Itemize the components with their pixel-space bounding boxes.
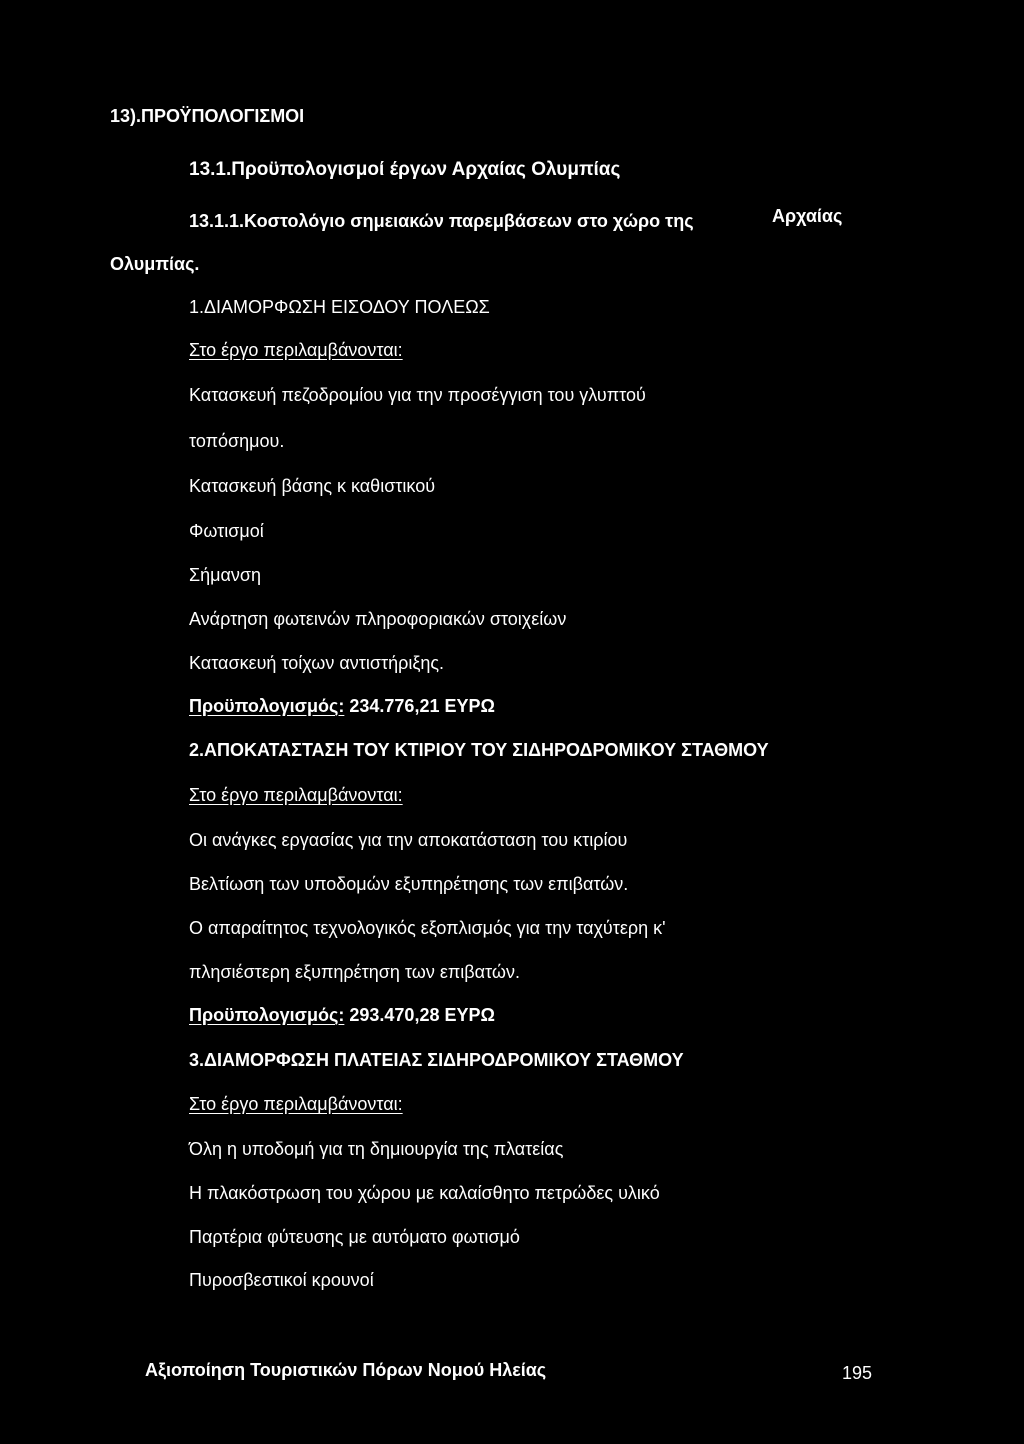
section-2-budget <box>189 1006 495 1024</box>
section-2-line: Ο απαραίτητος τεχνολογικός εξοπλισμός για την ταχύτερη κ' <box>189 918 666 938</box>
section-1-budget <box>189 697 495 715</box>
subheading: 13.1.Προϋπολογισμοί έργων Αρχαίας Ολυμπίας <box>189 159 621 180</box>
page-number: 195 <box>842 1363 873 1383</box>
section-1-line: Ανάρτηση φωτεινών πληροφοριακών στοιχείων <box>189 609 567 629</box>
section-1-line: Σήμανση <box>189 565 262 585</box>
section-3-intro: Στο έργο περιλαμβάνονται: <box>189 1094 403 1114</box>
subsubheading-part3: Ολυμπίας. <box>110 254 200 274</box>
budget-value: 293.470,28 ΕΥΡΩ <box>349 1005 495 1025</box>
budget-value: 234.776,21 ΕΥΡΩ <box>349 696 495 716</box>
section-3-line: Όλη η υποδομή για τη δημιουργία της πλατείας <box>189 1139 564 1159</box>
section-2-line: Οι ανάγκες εργασίας για την αποκατάσταση του κτιρίου <box>189 830 628 850</box>
section-3-title: 3.ΔΙΑΜΟΡΦΩΣΗ ΠΛΑΤΕΙΑΣ ΣΙΔΗΡΟΔΡΟΜΙΚΟΥ ΣΤΑΘΜΟΥ <box>189 1050 684 1070</box>
section-3-line: Παρτέρια φύτευσης με αυτόματο φωτισμό <box>189 1227 520 1247</box>
section-1-intro: Στο έργο περιλαμβάνονται: <box>189 340 403 360</box>
section-1-line: Φωτισμοί <box>189 521 264 541</box>
section-2-line: Βελτίωση των υποδομών εξυπηρέτησης των επιβατών. <box>189 874 629 894</box>
document-heading: 13).ΠΡΟΫΠΟΛΟΓΙΣΜΟΙ <box>110 106 305 126</box>
section-3-line: Η πλακόστρωση του χώρου με καλαίσθητο πετρώδες υλικό <box>189 1183 660 1203</box>
subsubheading-part2: Αρχαίας <box>772 206 843 226</box>
budget-label: Προϋπολογισμός: <box>189 1005 345 1025</box>
section-2-intro: Στο έργο περιλαμβάνονται: <box>189 785 403 805</box>
section-2-title: 2.ΑΠΟΚΑΤΑΣΤΑΣΗ ΤΟΥ ΚΤΙΡΙΟΥ ΤΟΥ ΣΙΔΗΡΟΔΡΟΜΙΚΟΥ ΣΤΑΘΜΟΥ <box>189 740 769 760</box>
section-1-line: Κατασκευή πεζοδρομίου για την προσέγγιση του γλυπτού <box>189 385 646 405</box>
subsubheading-part1: 13.1.1.Κοστολόγιο σημειακών παρεμβάσεων στο χώρο της <box>189 211 694 231</box>
budget-label: Προϋπολογισμός: <box>189 696 345 716</box>
footer-title: Αξιοποίηση Τουριστικών Πόρων Νομού Ηλείας <box>145 1360 547 1380</box>
section-1-line: Κατασκευή τοίχων αντιστήριξης. <box>189 653 445 673</box>
section-2-line: πλησιέστερη εξυπηρέτηση των επιβατών. <box>189 962 520 982</box>
section-1-line: Κατασκευή βάσης κ καθιστικού <box>189 476 436 496</box>
section-1-line: τοπόσημου. <box>189 431 285 451</box>
section-1-title: 1.ΔΙΑΜΟΡΦΩΣΗ ΕΙΣΟΔΟΥ ΠΟΛΕΩΣ <box>189 297 490 317</box>
section-3-line: Πυροσβεστικοί κρουνοί <box>189 1270 374 1290</box>
